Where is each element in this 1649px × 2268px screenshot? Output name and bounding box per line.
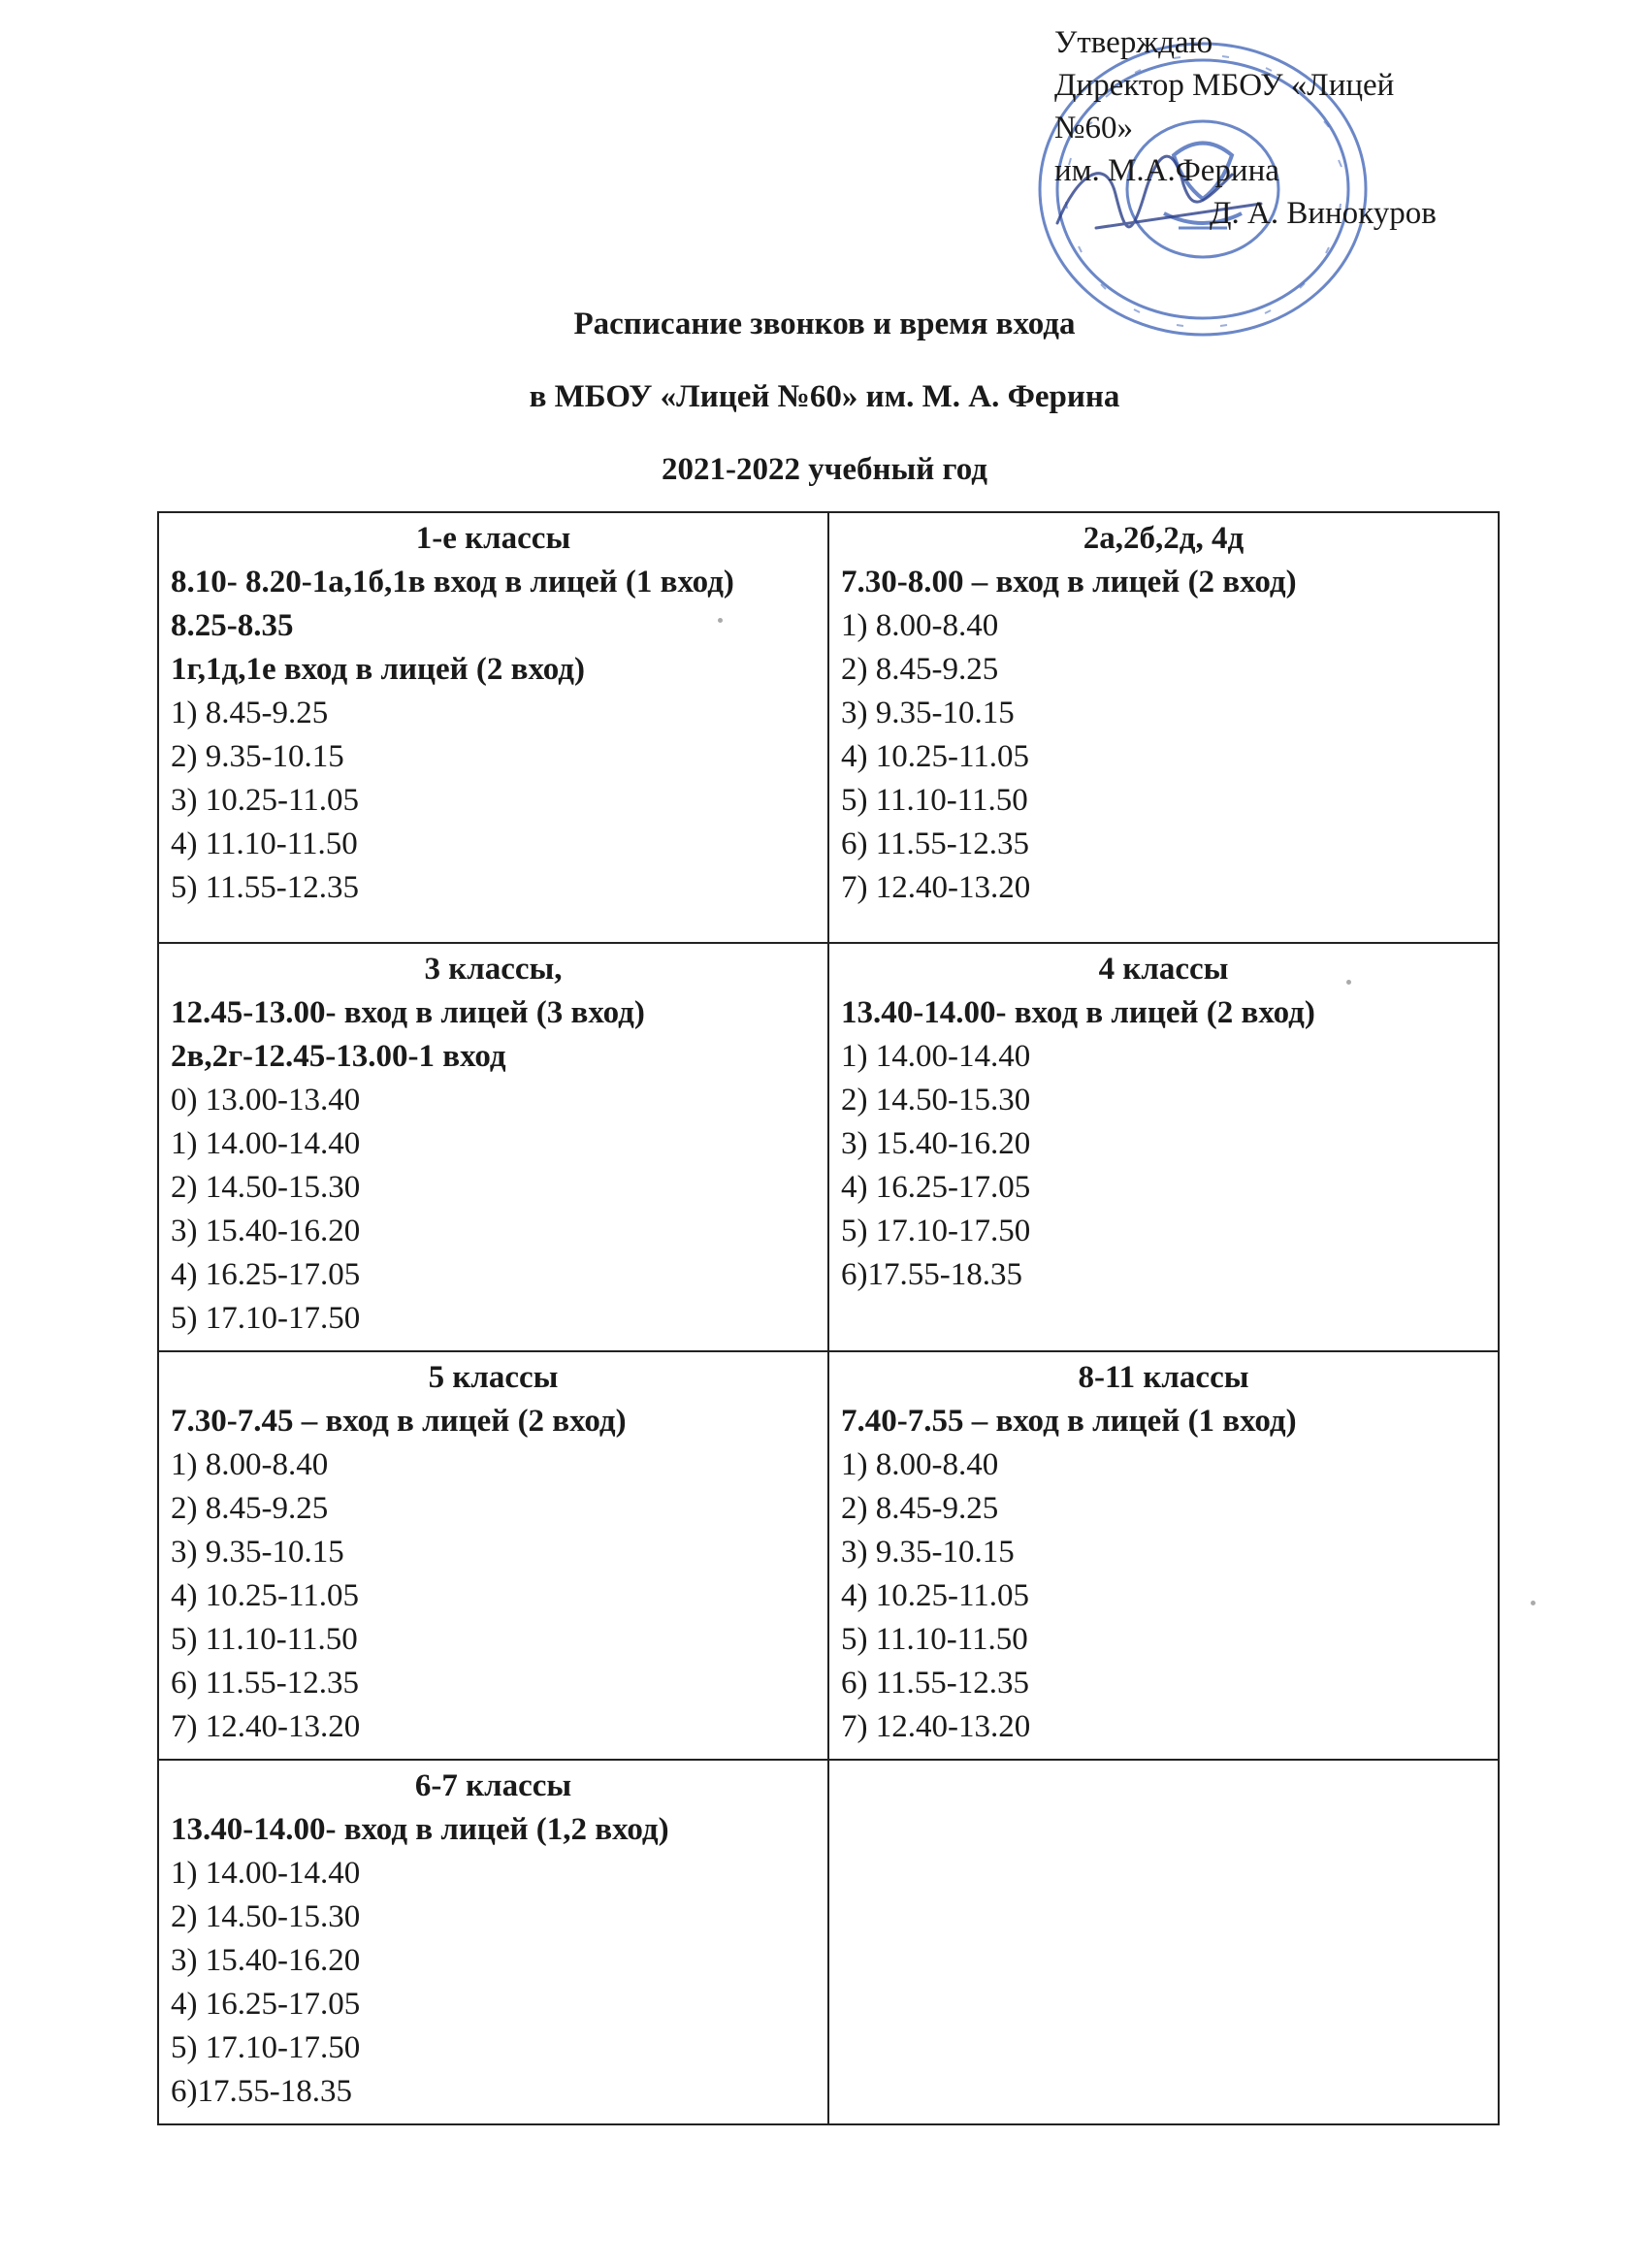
schedule-cell-empty <box>828 1760 1499 2124</box>
lesson-time: 3) 15.40-16.20 <box>171 1214 361 1248</box>
cell-heading: 4 классы <box>1098 952 1229 987</box>
lesson-time: 5) 17.10-17.50 <box>171 2030 361 2065</box>
entry-time: 1г,1д,1е вход в лицей (2 вход) <box>171 652 585 687</box>
lesson-time: 4) 10.25-11.05 <box>841 1578 1030 1613</box>
bell-schedule-table <box>157 511 1500 2125</box>
lesson-time: 2) 9.35-10.15 <box>171 739 344 774</box>
lesson-time: 3) 9.35-10.15 <box>841 1535 1015 1570</box>
cell-heading: 8-11 классы <box>1078 1360 1249 1395</box>
lesson-time: 1) 8.00-8.40 <box>841 1447 999 1482</box>
lesson-time: 6) 11.55-12.35 <box>841 826 1030 861</box>
lesson-time: 2) 8.45-9.25 <box>841 652 999 687</box>
schedule-cell-grade-5 <box>158 1351 828 1760</box>
entry-time: 12.45-13.00- вход в лицей (3 вход) <box>171 995 645 1030</box>
entry-time: 13.40-14.00- вход в лицей (2 вход) <box>841 995 1315 1030</box>
lesson-time: 3) 9.35-10.15 <box>171 1535 344 1570</box>
lesson-time: 7) 12.40-13.20 <box>171 1709 361 1744</box>
lesson-time: 4) 10.25-11.05 <box>841 739 1030 774</box>
lesson-time: 7) 12.40-13.20 <box>841 870 1031 905</box>
table-row <box>158 512 1499 943</box>
lesson-time: 1) 8.00-8.40 <box>171 1447 329 1482</box>
scan-speck <box>718 618 723 623</box>
lesson-time: 5) 11.10-11.50 <box>841 1622 1028 1657</box>
schedule-cell-grade-4 <box>828 943 1499 1351</box>
document-title: Расписание звонков и время входа <box>573 307 1076 341</box>
approval-position: Директор МБОУ «Лицей <box>1054 68 1395 103</box>
cell-heading: 3 классы, <box>424 952 563 987</box>
lesson-time: 4) 16.25-17.05 <box>171 1257 361 1292</box>
lesson-time: 2) 14.50-15.30 <box>171 1170 361 1205</box>
lesson-time: 3) 15.40-16.20 <box>171 1943 361 1978</box>
cell-heading: 1-е классы <box>415 521 571 556</box>
lesson-time: 6)17.55-18.35 <box>841 1257 1022 1292</box>
school-year: 2021-2022 учебный год <box>662 452 987 487</box>
lesson-time: 2) 14.50-15.30 <box>171 1899 361 1934</box>
lesson-time: 1) 14.00-14.40 <box>171 1126 361 1161</box>
lesson-time: 0) 13.00-13.40 <box>171 1083 361 1118</box>
table-row <box>158 943 1499 1351</box>
approval-signer-name: Д. А. Винокуров <box>1210 196 1437 231</box>
lesson-time: 1) 8.45-9.25 <box>171 696 329 730</box>
lesson-time: 5) 17.10-17.50 <box>171 1301 361 1336</box>
lesson-time: 4) 16.25-17.05 <box>171 1987 361 2022</box>
cell-heading: 6-7 классы <box>414 1768 572 1803</box>
schedule-cell-grade-1 <box>158 512 828 943</box>
lesson-time: 1) 8.00-8.40 <box>841 608 999 643</box>
lesson-time: 5) 11.55-12.35 <box>171 870 360 905</box>
document-subtitle: в МБОУ «Лицей №60» им. М. А. Ферина <box>529 379 1120 414</box>
lesson-time: 6)17.55-18.35 <box>171 2074 352 2109</box>
lesson-time: 4) 10.25-11.05 <box>171 1578 360 1613</box>
lesson-time: 3) 15.40-16.20 <box>841 1126 1031 1161</box>
entry-time: 13.40-14.00- вход в лицей (1,2 вход) <box>171 1812 669 1847</box>
lesson-time: 6) 11.55-12.35 <box>171 1666 360 1701</box>
cell-heading: 5 классы <box>428 1360 559 1395</box>
approval-position-cont: №60» <box>1054 111 1133 146</box>
lesson-time: 1) 14.00-14.40 <box>841 1039 1031 1074</box>
lesson-time: 4) 16.25-17.05 <box>841 1170 1031 1205</box>
schedule-cell-grade-8-11 <box>828 1351 1499 1760</box>
entry-time: 8.25-8.35 <box>171 608 294 643</box>
schedule-cell-grade-2 <box>828 512 1499 943</box>
approval-block <box>1054 21 1598 235</box>
lesson-time: 3) 10.25-11.05 <box>171 783 360 818</box>
lesson-time: 4) 11.10-11.50 <box>171 826 358 861</box>
lesson-time: 5) 11.10-11.50 <box>171 1622 358 1657</box>
schedule-cell-grade-3 <box>158 943 828 1351</box>
lesson-time: 2) 14.50-15.30 <box>841 1083 1031 1118</box>
lesson-time: 3) 9.35-10.15 <box>841 696 1015 730</box>
entry-time: 7.30-8.00 – вход в лицей (2 вход) <box>841 565 1297 599</box>
lesson-time: 2) 8.45-9.25 <box>841 1491 999 1526</box>
scan-speck <box>1531 1601 1536 1605</box>
table-row <box>158 1760 1499 2124</box>
entry-time: 8.10- 8.20-1а,1б,1в вход в лицей (1 вход) <box>171 565 734 599</box>
lesson-time: 6) 11.55-12.35 <box>841 1666 1030 1701</box>
lesson-time: 7) 12.40-13.20 <box>841 1709 1031 1744</box>
lesson-time: 5) 11.10-11.50 <box>841 783 1028 818</box>
entry-time: 2в,2г-12.45-13.00-1 вход <box>171 1039 506 1074</box>
lesson-time: 1) 14.00-14.40 <box>171 1856 361 1891</box>
entry-time: 7.40-7.55 – вход в лицей (1 вход) <box>841 1404 1297 1439</box>
table-row <box>158 1351 1499 1760</box>
approval-heading: Утверждаю <box>1054 25 1213 60</box>
cell-heading: 2а,2б,2д, 4д <box>1083 521 1245 556</box>
lesson-time: 2) 8.45-9.25 <box>171 1491 329 1526</box>
approval-school-name: им. М.А.Ферина <box>1054 153 1279 188</box>
scan-speck <box>1346 980 1351 985</box>
lesson-time: 5) 17.10-17.50 <box>841 1214 1031 1248</box>
schedule-cell-grade-6-7 <box>158 1760 828 2124</box>
entry-time: 7.30-7.45 – вход в лицей (2 вход) <box>171 1404 627 1439</box>
